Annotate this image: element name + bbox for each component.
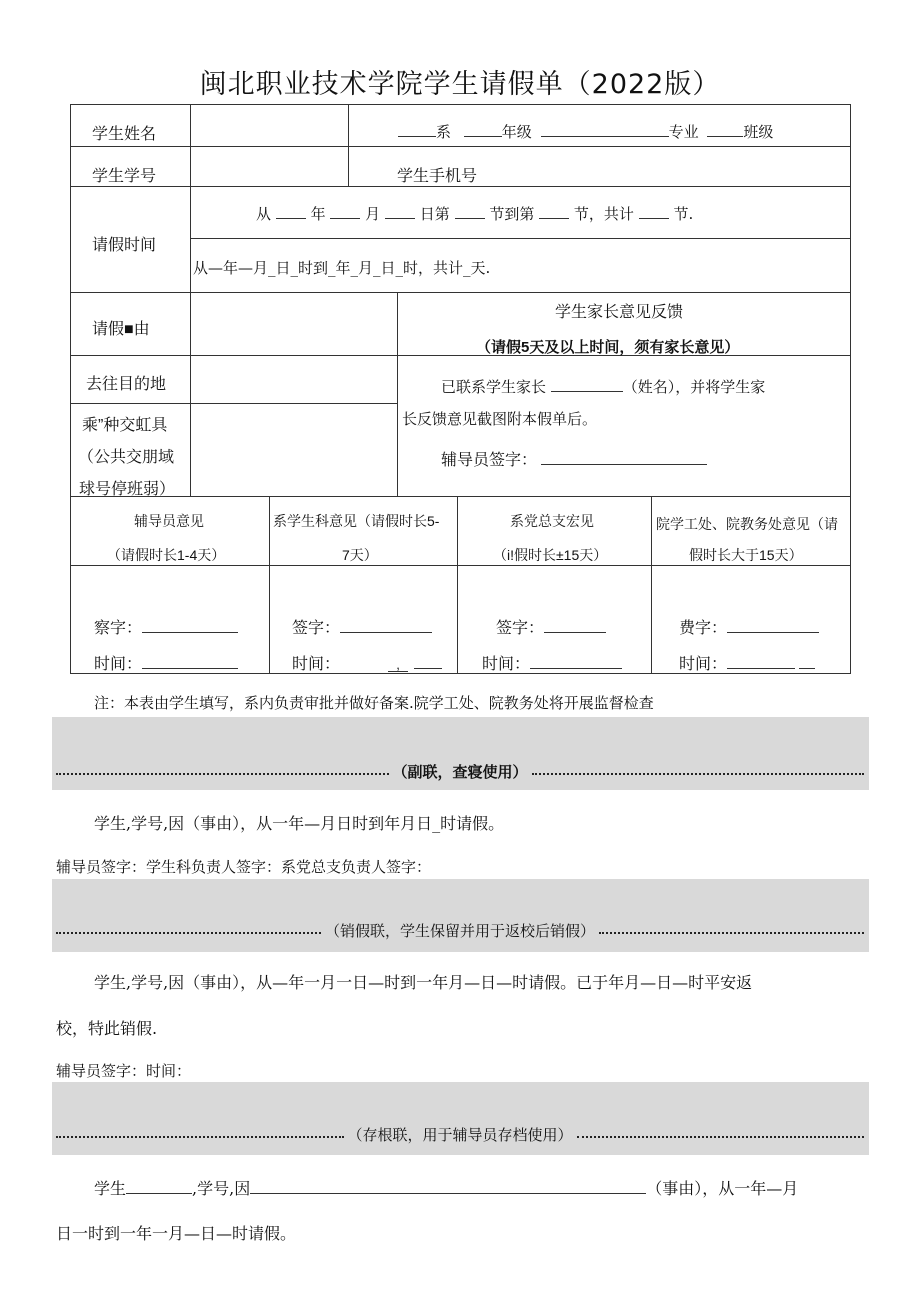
section2-band [52,879,869,952]
approval-2-note: 7天） [342,547,378,563]
section2-line2: 校，特此销假. [56,1019,158,1038]
approval-1-title: 辅导员意见 [134,513,204,529]
dest-label: 去往目的地 [86,376,167,393]
parent-text1: 已联系学生家长 （姓名），并将学生家 [441,378,766,396]
approval-3-note: （i!假时长±15天） [493,547,608,563]
section1-divider [56,760,864,782]
id-input-cell[interactable] [190,146,349,187]
approval-4-note: 假时长大于15天） [689,547,803,563]
section3-line2: 日一时到一年一月—日—时请假。 [56,1224,297,1243]
approval-4-sign: 费字： [679,615,819,638]
section2-line3: 辅导员签字：时间： [56,1062,192,1080]
section2-label: （销假联，学生保留并用于返校后销假） [325,922,596,940]
approval-4-title: 院学工处、院教务处意见（请 [656,516,838,532]
section3-divider [56,1123,864,1145]
parent-text2: 长反馈意见截图附本假单后。 [402,410,598,428]
section2-divider [56,919,864,941]
approval-4-time: 时间： [679,651,815,674]
dest-input-cell[interactable] [190,355,398,404]
form-note: 注：本表由学生填写，系内负责审批并做好备案.院学工处、院教务处将开展监督检查 [94,694,654,712]
section3-label: （存根联，用于辅导员存档使用） [347,1126,573,1144]
transport-line-3: 球号停班弱） [79,481,176,498]
approval-3-title: 系党总支宏见 [510,513,594,529]
reason-label: 请假■由 [92,321,150,338]
approval-2-sign: 签字： [292,615,432,638]
approval-3-sign: 签字： [496,615,606,638]
approval-1-note: （请假时长1-4天） [107,547,226,563]
id-label: 学生学号 [92,168,157,185]
section2-line1: 学生,学号,因（事由），从—年一月一日—时到一年月—日—时请假。已于年月—日—时平安返 [94,973,753,992]
approval-2-time: 时间： , [292,651,442,674]
section3-line1: 学生 ,学号,因 （事由），从一年—月 [94,1179,799,1198]
approval-1-time: 时间： [94,651,238,674]
parent-title: 学生家长意见反馈 [555,304,684,321]
approval-3-time: 时间： [482,651,622,674]
transport-line-1: 乘”种交虹具 [82,417,168,434]
phone-label: 学生手机号 [397,168,478,185]
parent-note: （请假5天及以上时间，须有家长意见） [476,339,740,356]
approval-1-sign: 察字： [94,615,238,638]
name-input-cell[interactable] [190,104,349,147]
section1-label: （副联，查寝使用） [392,763,528,781]
transport-input-cell[interactable] [190,403,398,497]
page-title: 闽北职业技术学院学生请假单（2022版） [199,69,721,100]
reason-input-cell[interactable] [190,292,398,356]
section1-line2: 辅导员签字：学生科负责人签字：系党总支负责人签字： [56,858,432,876]
class-line: 系 年级 专业 班级 [398,121,773,142]
time-line1: 从 年 月 日第 节到第 节，共计 节. [256,205,694,223]
section1-line1: 学生,学号,因（事由），从一年—月日时到年月日_时请假。 [94,814,505,833]
time-label: 请假时间 [92,237,157,254]
counselor-sign: 辅导员签字： [441,447,707,470]
time-line2: 从—年—月_日_时到_年_月_日_时，共计_天. [193,259,491,277]
name-label: 学生姓名 [92,126,157,143]
approval-2-title: 系学生科意见（请假时长5- [273,513,440,529]
transport-line-2: （公共交朋域 [78,449,175,466]
